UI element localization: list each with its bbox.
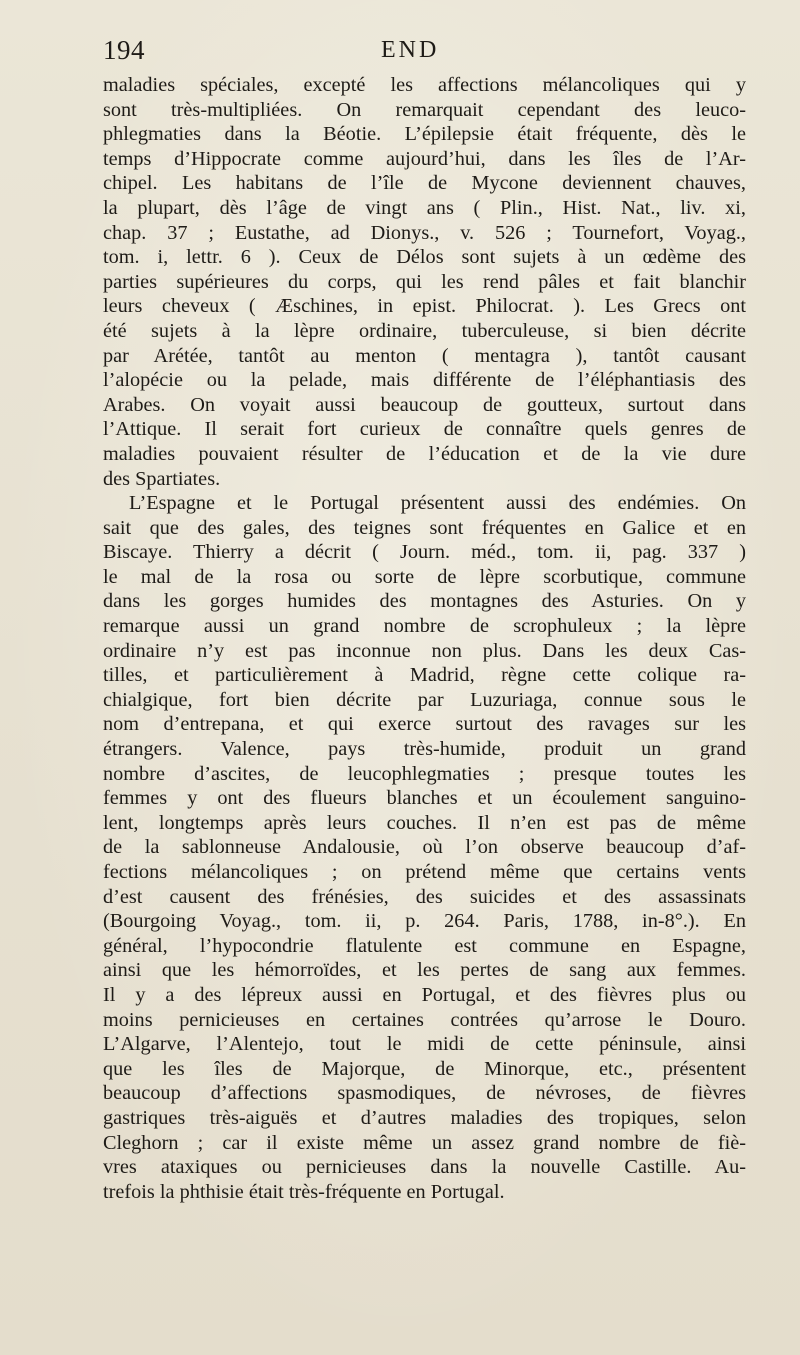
- text-line: par Arétée, tantôt au menton ( mentagra ), tantôt causant: [103, 344, 746, 367]
- text-line: ainsi que les hémorroïdes, et les pertes de sang aux femmes.: [103, 959, 746, 982]
- text-line: sait que des gales, des teignes sont fréquentes en Galice et en: [103, 516, 746, 539]
- text-line: l’alopécie ou la pelade, mais différente de l’éléphantiasis des: [103, 369, 746, 392]
- body-text: [103, 73, 746, 1204]
- text-line: Il y a des lépreux aussi en Portugal, et des fièvres plus ou: [103, 983, 746, 1006]
- text-line: (Bourgoing Voyag., tom. ii, p. 264. Paris, 1788, in-8°.). En: [103, 910, 746, 933]
- text-line: nom d’entrepana, et qui exerce surtout des ravages sur les: [103, 713, 746, 736]
- page-number: 194: [103, 35, 145, 65]
- text-line: chialgique, fort bien décrite par Luzuriaga, connue sous le: [103, 688, 746, 711]
- text-line: le mal de la rosa ou sorte de lèpre scorbutique, commune: [103, 565, 746, 588]
- text-line: la plupart, dès l’âge de vingt ans ( Plin., Hist. Nat., liv. xi,: [103, 196, 746, 219]
- text-line: beaucoup d’affections spasmodiques, de névroses, de fièvres: [103, 1082, 746, 1105]
- text-line: chipel. Les habitans de l’île de Mycone deviennent chauves,: [103, 172, 746, 195]
- text-line: de la sablonneuse Andalousie, où l’on observe beaucoup d’af-: [103, 836, 746, 859]
- text-line: sont très-multipliées. On remarquait cependant des leuco-: [103, 98, 746, 121]
- text-line: tilles, et particulièrement à Madrid, règne cette colique ra-: [103, 664, 746, 687]
- text-line: chap. 37 ; Eustathe, ad Dionys., v. 526 ; Tournefort, Voyag.,: [103, 221, 746, 244]
- text-line: L’Espagne et le Portugal présentent aussi des endémies. On: [129, 492, 746, 515]
- text-line: des Spartiates.: [103, 467, 221, 490]
- text-line: temps d’Hippocrate comme aujourd’hui, dans les îles de l’Ar-: [103, 147, 746, 170]
- paragraph: [103, 73, 746, 491]
- text-line: phlegmaties dans la Béotie. L’épilepsie était fréquente, dès le: [103, 123, 746, 146]
- running-head: [103, 34, 746, 66]
- text-line: gastriques très-aiguës et d’autres maladies des tropiques, selon: [103, 1106, 746, 1129]
- text-line: maladies spéciales, excepté les affections mélancoliques qui y: [103, 74, 746, 96]
- text-line: moins pernicieuses en certaines contrées qu’arrose le Douro.: [103, 1008, 746, 1031]
- text-line: femmes y ont des flueurs blanches et un écoulement sanguino-: [103, 787, 746, 810]
- text-line: tom. i, lettr. 6 ). Ceux de Délos sont sujets à un œdème des: [103, 246, 746, 269]
- text-line: que les îles de Majorque, de Minorque, etc., présentent: [103, 1057, 746, 1080]
- text-line: parties supérieures du corps, qui les rend pâles et fait blanchir: [103, 270, 746, 293]
- text-line: l’Attique. Il serait fort curieux de connaître quels genres de: [103, 418, 746, 441]
- text-line: vres ataxiques ou pernicieuses dans la nouvelle Castille. Au-: [103, 1156, 746, 1179]
- text-line: d’est causent des frénésies, des suicides et des assassinats: [103, 885, 746, 908]
- text-line: général, l’hypocondrie flatulente est commune en Espagne,: [103, 934, 746, 957]
- text-line: Cleghorn ; car il existe même un assez grand nombre de fiè-: [103, 1131, 746, 1154]
- text-line: lent, longtemps après leurs couches. Il n’en est pas de même: [103, 811, 746, 834]
- text-line: ordinaire n’y est pas inconnue non plus. Dans les deux Cas-: [103, 639, 746, 662]
- text-line: été sujets à la lèpre ordinaire, tuberculeuse, si bien décrite: [103, 319, 746, 342]
- running-title: END: [381, 37, 440, 63]
- text-line: dans les gorges humides des montagnes des Asturies. On y: [103, 590, 746, 613]
- text-line: remarque aussi un grand nombre de scrophuleux ; la lèpre: [103, 615, 746, 638]
- text-line: Biscaye. Thierry a décrit ( Journ. méd., tom. ii, pag. 337 ): [103, 541, 746, 564]
- text-line: trefois la phthisie était très-fréquente en Portugal.: [103, 1180, 505, 1203]
- text-line: fections mélancoliques ; on prétend même que certains vents: [103, 861, 746, 883]
- text-line: L’Algarve, l’Alentejo, tout le midi de cette péninsule, ainsi: [103, 1033, 746, 1056]
- text-line: maladies pouvaient résulter de l’éducation et de la vie dure: [103, 442, 746, 465]
- text-line: leurs cheveux ( Æschines, in epist. Philocrat. ). Les Grecs ont: [103, 295, 746, 318]
- text-line: nombre d’ascites, de leucophlegmaties ; presque toutes les: [103, 762, 746, 785]
- text-line: Arabes. On voyait aussi beaucoup de goutteux, surtout dans: [103, 393, 746, 416]
- text-line: étrangers. Valence, pays très-humide, produit un grand: [103, 738, 746, 761]
- paragraph: [103, 491, 746, 1204]
